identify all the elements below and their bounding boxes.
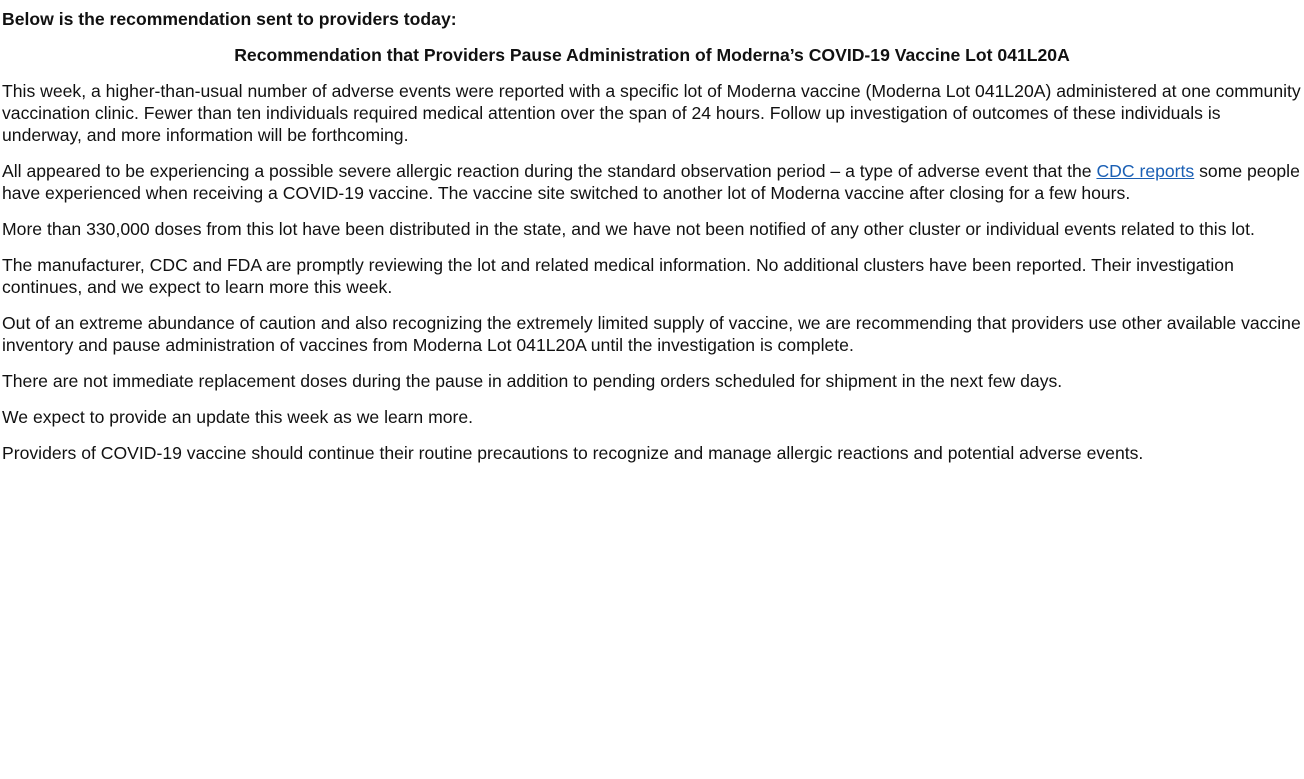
cdc-reports-link[interactable]: CDC reports: [1096, 161, 1195, 181]
paragraph-adverse-events: This week, a higher-than-usual number of adverse events were reported with a specific lot of Moderna vaccine (Moderna Lot 041L20A) administered at one community vaccination clinic. Fewer than ten individuals required medical attention over the span of 24 hours. Follow up investigation of outcomes of these individuals is underway, and more information will be forthcoming.: [2, 81, 1301, 145]
paragraph-text: some people have experienced when receiving a COVID-19 vaccine. The vaccine site switched to another lot of Moderna vaccine after closing for a few hours.: [2, 161, 1300, 203]
paragraph-doses-distributed: More than 330,000 doses from this lot have been distributed in the state, and we have not been notified of any other cluster or individual events related to this lot.: [2, 219, 1255, 239]
intro-line: Below is the recommendation sent to providers today:: [2, 9, 457, 29]
paragraph-text: All appeared to be experiencing a possible severe allergic reaction during the standard observation period – a type of adverse event that the: [2, 161, 1097, 181]
paragraph-pause-recommendation: Out of an extreme abundance of caution and also recognizing the extremely limited supply of vaccine, we are recommending that providers use other available vaccine inventory and pause administration of vaccines from Moderna Lot 041L20A until the investigation is complete.: [2, 313, 1301, 355]
paragraph-precautions: Providers of COVID-19 vaccine should continue their routine precautions to recognize and manage allergic reactions and potential adverse events.: [2, 443, 1144, 463]
paragraph-update: We expect to provide an update this week as we learn more.: [2, 407, 474, 427]
paragraph-manufacturer-review: The manufacturer, CDC and FDA are promptly reviewing the lot and related medical information. No additional clusters have been reported. Their investigation continues, and we expect to learn more this week.: [2, 255, 1234, 297]
paragraph-replacement-doses: There are not immediate replacement doses during the pause in addition to pending orders scheduled for shipment in the next few days.: [2, 371, 1063, 391]
paragraph-allergic-reaction: [2, 160, 1302, 204]
recommendation-heading: Recommendation that Providers Pause Administration of Moderna’s COVID-19 Vaccine Lot 041L20A: [234, 45, 1070, 65]
